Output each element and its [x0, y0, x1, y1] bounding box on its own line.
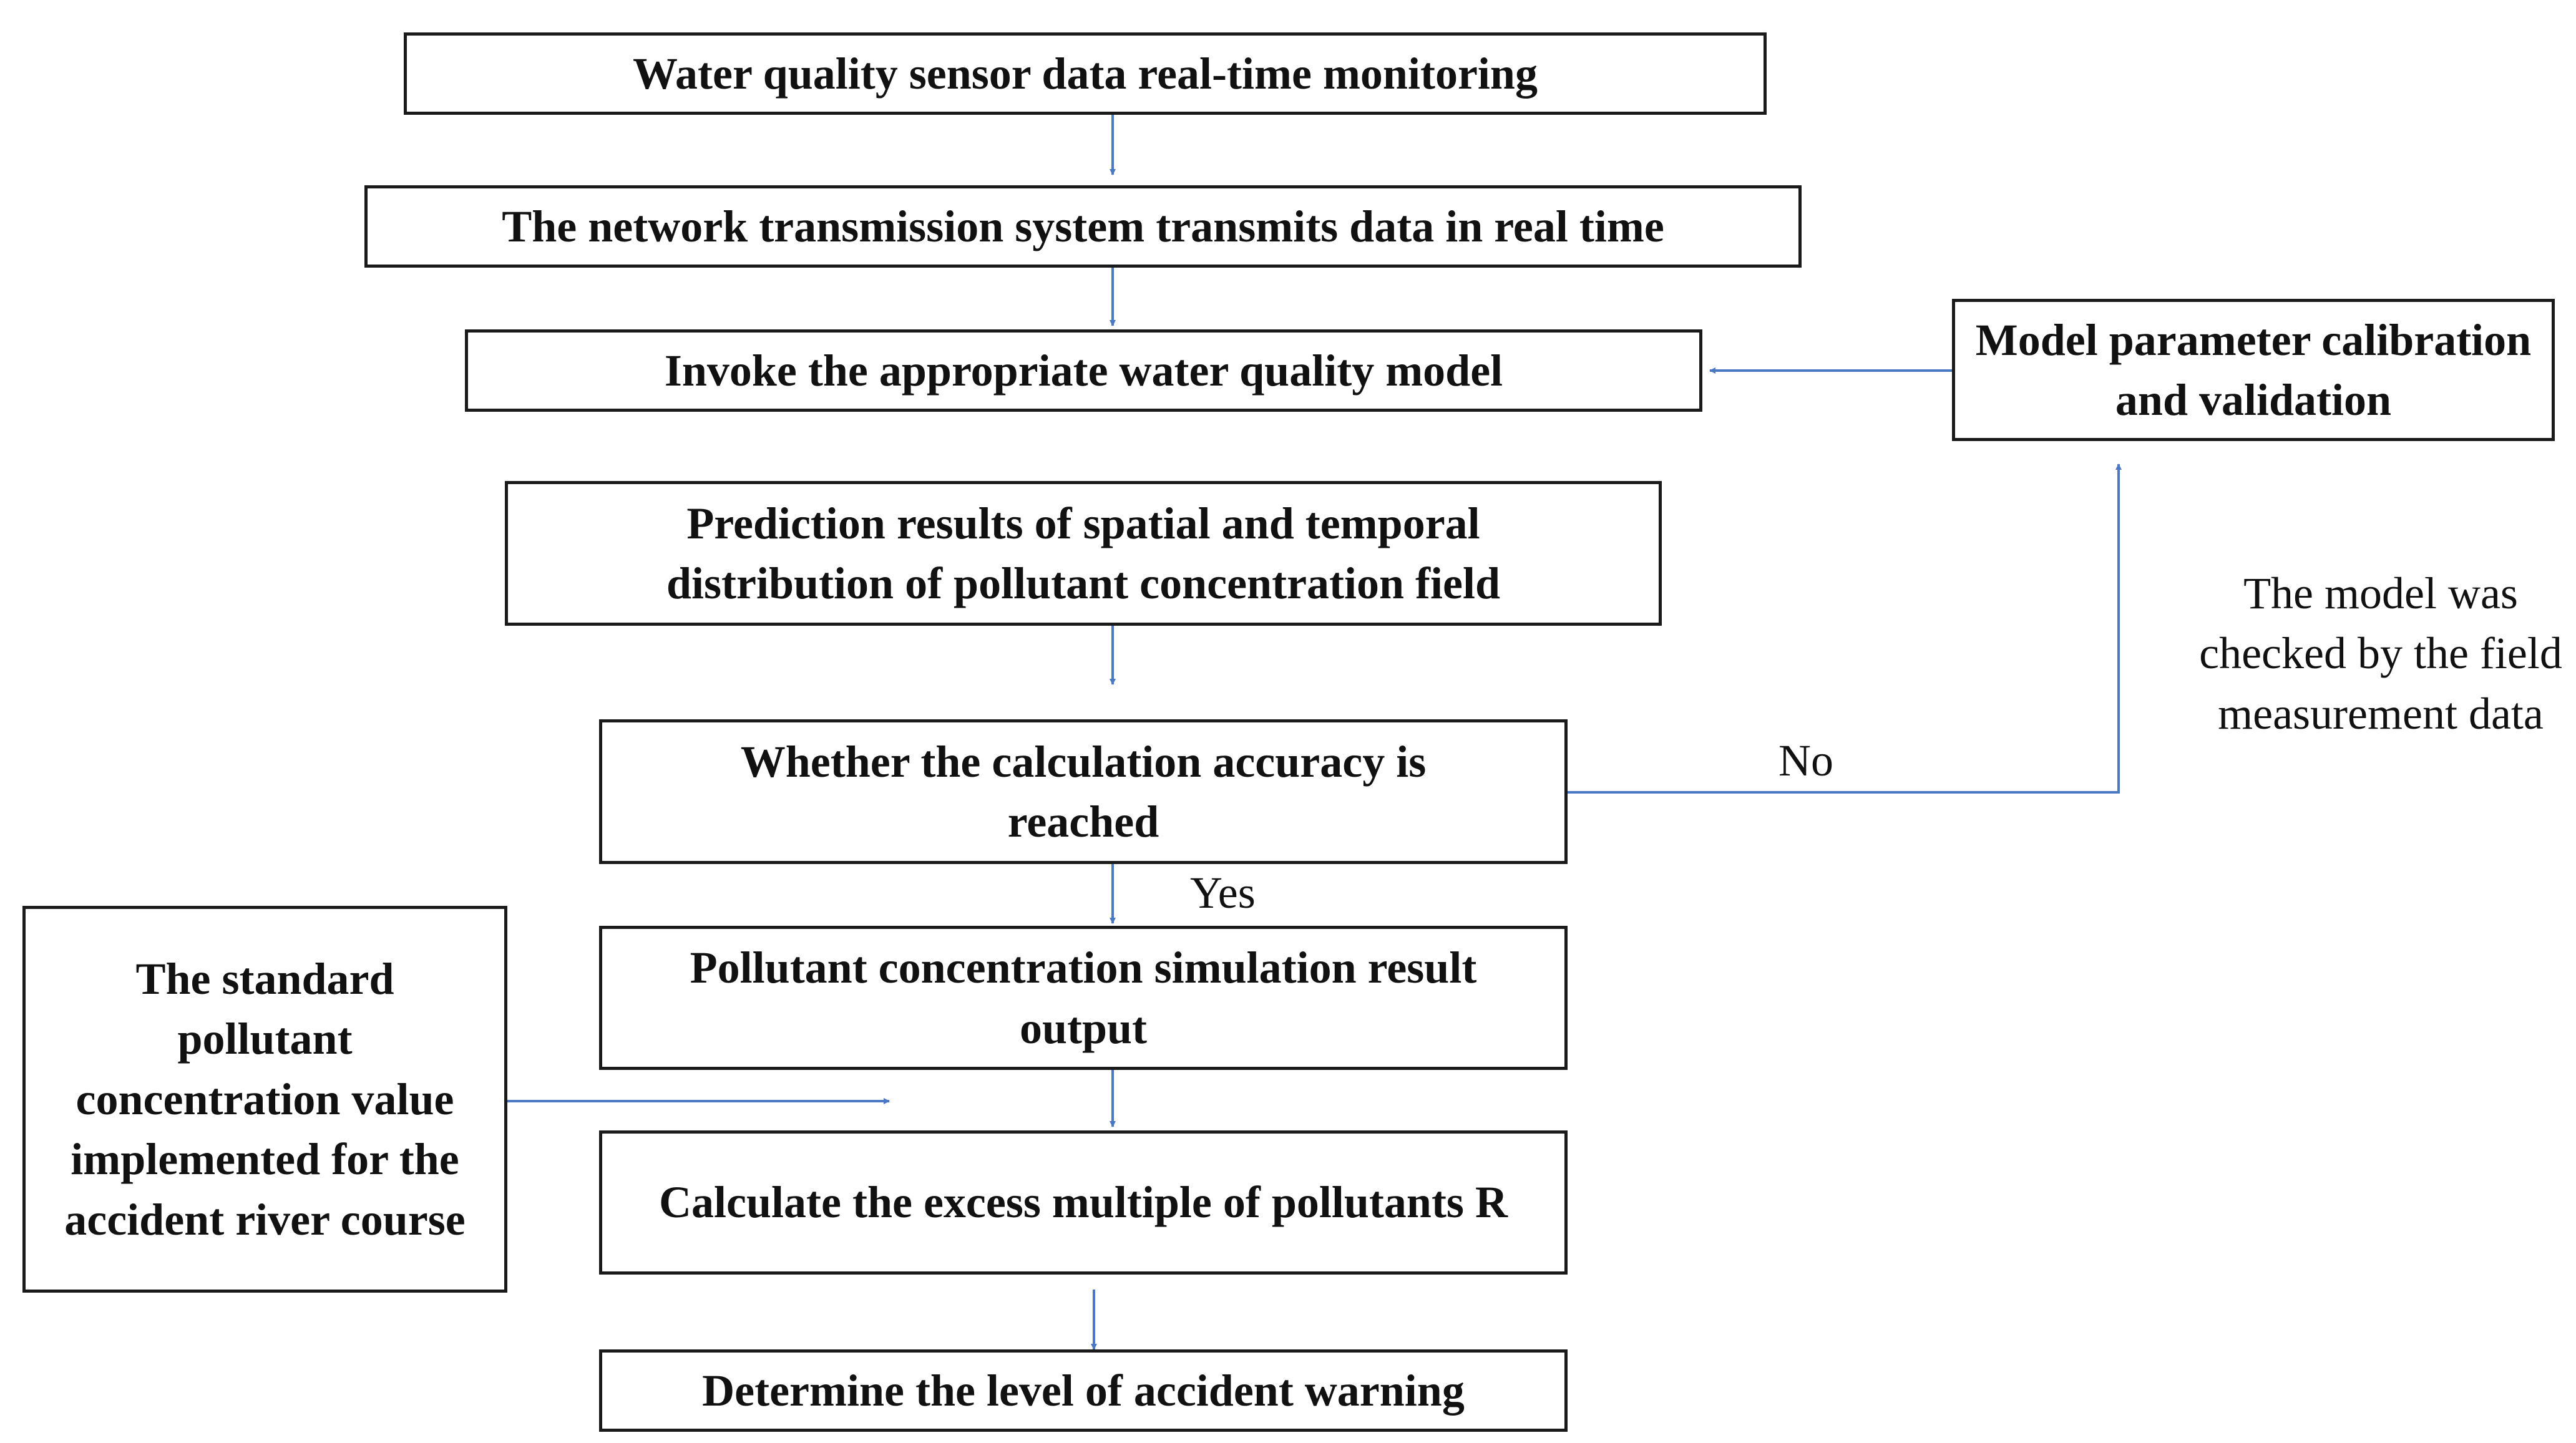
accuracy-check-label: Whether the calculation accuracy is reached [740, 736, 1427, 847]
excess-multiple-box [599, 1130, 1568, 1275]
accuracy-check-decision [599, 719, 1568, 864]
branch-label-no: No [1778, 736, 1833, 785]
warning-level-box [599, 1349, 1568, 1432]
branch-label-yes: Yes [1190, 868, 1256, 918]
excess-multiple-label: Calculate the excess multiple of pollutants R [659, 1177, 1508, 1228]
field-check-note: The model was checked by the field measurement data [2199, 568, 2562, 739]
prediction-results-label: Prediction results of spatial and temporal distribution of pollutant concentration field [666, 498, 1501, 608]
simulation-output-box [599, 926, 1568, 1070]
prediction-results-box [505, 481, 1662, 626]
warning-level-label: Determine the level of accident warning [702, 1365, 1465, 1416]
invoke-model-label: Invoke the appropriate water quality model [664, 345, 1503, 396]
standard-concentration-label: The standard pollutant concentration value implemented for the accident river course [64, 953, 466, 1245]
invoke-model-box [465, 329, 1702, 412]
network-transmission-box [364, 185, 1802, 268]
parameter-calibration-box [1952, 299, 2555, 441]
sensor-monitoring-box [404, 32, 1767, 115]
parameter-calibration-label: Model parameter calibration and validation [1975, 314, 2532, 425]
sensor-monitoring-label: Water quality sensor data real-time monitoring [633, 48, 1538, 99]
network-transmission-label: The network transmission system transmits data in real time [502, 201, 1664, 251]
simulation-output-label: Pollutant concentration simulation result output [690, 943, 1477, 1053]
standard-concentration-box [22, 906, 507, 1293]
